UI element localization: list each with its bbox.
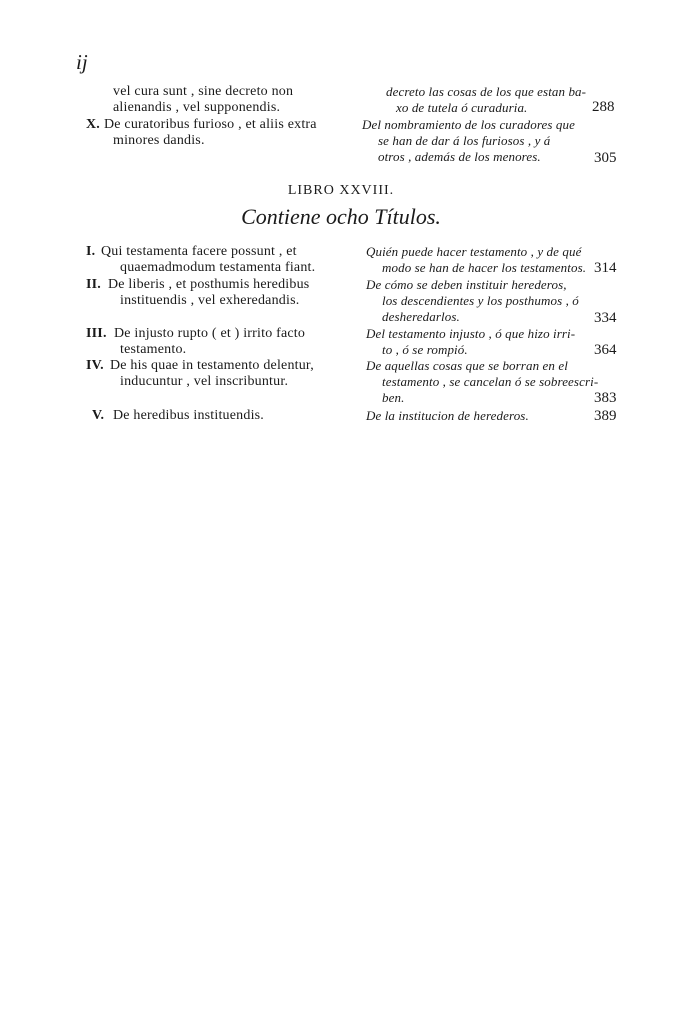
latin-title-line: instituendis , vel exheredandis. [120, 293, 300, 308]
entry-numeral: II. [86, 277, 101, 292]
spanish-title-line: xo de tutela ó curaduria. [396, 100, 528, 115]
entry-numeral: V. [92, 408, 105, 423]
spanish-title-line: Quién puede hacer testamento , y de qué [366, 244, 582, 259]
spanish-title-line: ben. [382, 390, 405, 405]
spanish-title-line: De aquellas cosas que se borran en el [366, 358, 568, 373]
latin-title-line: De injusto rupto ( et ) irrito facto [114, 326, 306, 341]
spanish-title-line: decreto las cosas de los que estan ba- [386, 84, 587, 99]
latin-title-line: quaemadmodum testamenta fiant. [120, 260, 316, 275]
latin-line-justified [113, 84, 339, 100]
latin-continuation-line [113, 84, 339, 100]
latin-title-line: inducuntur , vel inscribuntur. [120, 374, 289, 389]
spanish-title-line: to , ó se rompió. [382, 342, 468, 357]
latin-title-line: Qui testamenta facere possunt , et [101, 244, 297, 259]
spanish-title-line: De la institucion de herederos. [366, 408, 529, 423]
entry-numeral: I. [86, 244, 96, 259]
entry-numeral: X. [86, 117, 101, 132]
spanish-title-line: se han de dar á los furiosos , y á [378, 133, 551, 148]
latin-continuation-line: alienandis , vel supponendis. [113, 100, 281, 115]
spanish-title-line: Del nombramiento de los curadores que [362, 117, 575, 132]
entry-numeral: III. [86, 326, 107, 341]
page-reference: 389 [594, 408, 617, 424]
entry-numeral: IV. [86, 358, 104, 373]
page-number: ij [76, 50, 88, 74]
spanish-title-line: De cómo se deben instituir herederos, [366, 277, 567, 292]
latin-title-line: De his quae in testamento delentur, [110, 358, 314, 373]
page-reference: 305 [594, 150, 617, 166]
book-heading: LIBRO XXVIII. [287, 183, 395, 198]
spanish-title-line: Del testamento injusto , ó que hizo irri- [366, 326, 576, 341]
latin-title-line: De heredibus instituendis. [113, 408, 265, 423]
latin-title-line: De liberis , et posthumis heredibus [108, 277, 310, 292]
page-reference: 364 [594, 342, 617, 358]
spanish-title-line: modo se han de hacer los testamentos. [382, 260, 587, 275]
page-reference: 334 [594, 310, 617, 326]
spanish-title-line: otros , además de los menores. [378, 149, 541, 164]
spanish-title-line: desheredarlos. [382, 309, 460, 324]
latin-text: vel cura sunt , sine decreto non [113, 84, 294, 99]
spanish-title-line: los descendientes y los posthumos , ó [382, 293, 579, 308]
spanish-title-line: testamento , se cancelan ó se sobreescri- [382, 374, 599, 389]
contents-subheading: Contiene ocho Títulos. [241, 204, 441, 229]
latin-title-line: minores dandis. [113, 133, 205, 148]
page-reference: 383 [594, 390, 617, 406]
latin-title-line: De curatoribus furioso , et aliis extra [104, 117, 317, 132]
page-reference: 288 [592, 99, 615, 115]
latin-title-line: testamento. [120, 342, 187, 357]
page-reference: 314 [594, 260, 617, 276]
